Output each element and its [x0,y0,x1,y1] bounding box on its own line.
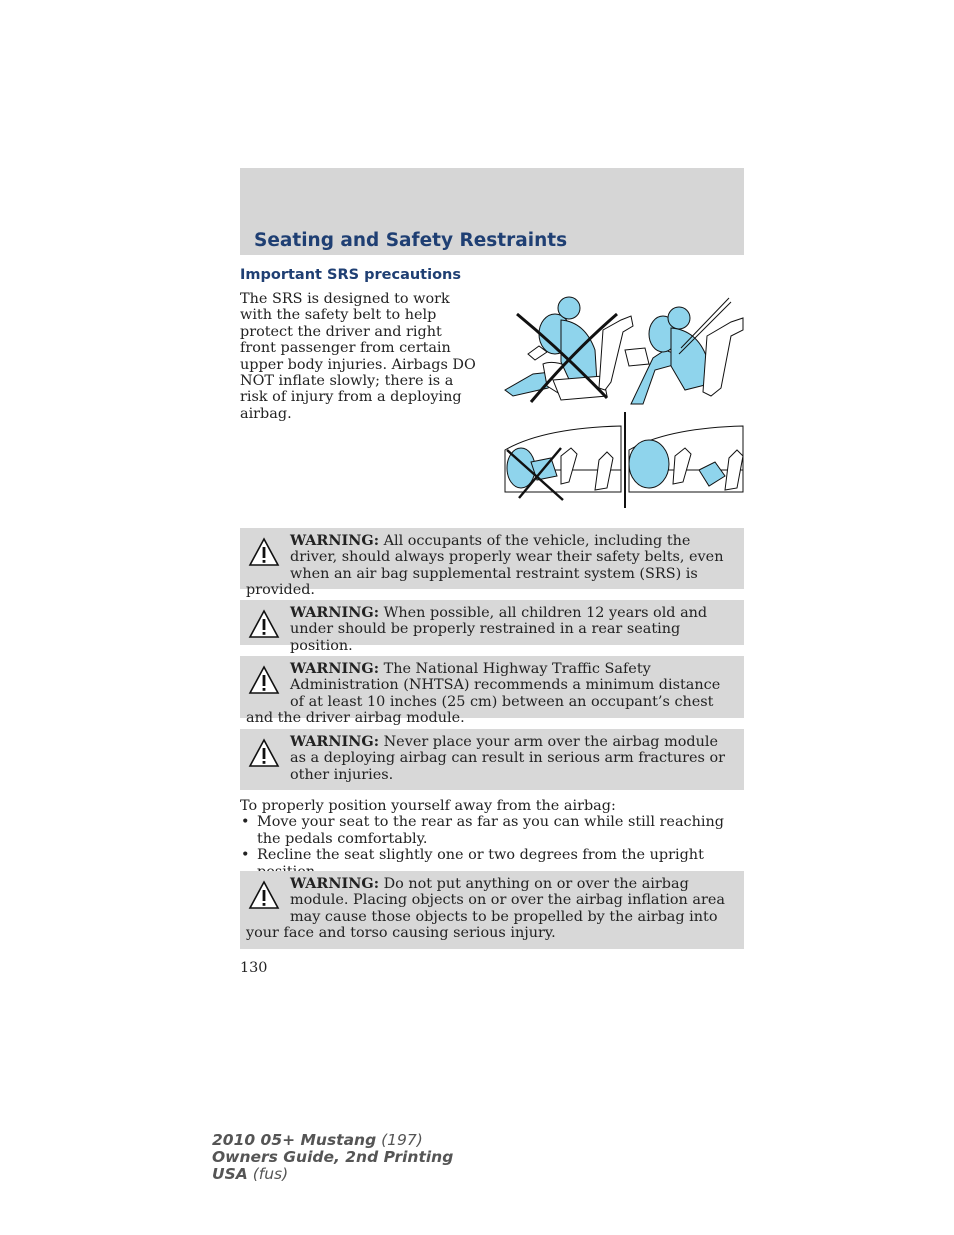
warning-text: All occupants of the vehicle, including the driver, should always properly wear their safety belts, even when an air bag supplemental restraint system (SRS) is provided. [246,533,724,599]
footer-market-code: (fus) [252,1165,289,1183]
positioning-instructions [240,798,744,880]
section-title: Seating and Safety Restraints [254,230,568,251]
list-item: • Recline the seat slightly one or two degrees from the upright [240,847,744,880]
occupant-proper-distance-illustration [625,298,743,404]
footer-market: USA [212,1165,248,1183]
warning-triangle-icon [248,880,280,910]
warning-label: WARNING: [290,733,380,750]
warning-text: Do not put anything on or over the airbag module. Placing objects on or over the airbag inflation area may cause those objects to be propelled by the airbag into your face and torso causing serious injury. [246,876,725,942]
car-child-front-seat-illustration [505,426,621,500]
warning-box-occupants [240,528,744,599]
warning-box-distance [240,656,744,727]
warning-triangle-icon [248,738,280,768]
warning-box-arm [240,729,744,790]
warning-triangle-icon [248,537,280,567]
intro-paragraph: The SRS is designed to work with the safety belt to help protect the driver and right front passenger from certain upper body injuries. Airbags DO NOT inflate slowly; there is a risk of injury from a deploying airbag. [240,291,476,422]
warning-label: WARNING: [290,875,380,892]
warning-label: WARNING: [290,604,380,621]
list-item: • Move your seat to the rear as far as you can while still reaching the pedals comfortably. [240,814,744,847]
page-heading: Important SRS precautions [240,267,461,283]
document-footer [212,1132,453,1183]
warning-text: Never place your arm over the airbag module as a deploying airbag can result in serious arm fractures or other injuries. [290,734,726,783]
footer-model: 2010 05+ Mustang [212,1131,377,1149]
footer-edition: Owners Guide, 2nd Printing [212,1148,454,1166]
warning-box-objects [240,871,744,949]
airbag-illustration [503,292,745,510]
warning-box-children [240,600,744,654]
warning-label: WARNING: [290,660,380,677]
warning-triangle-icon [248,609,280,639]
warning-text: The National Highway Traffic Safety Administration (NHTSA) recommends a minimum distance of at least 10 inches (25 cm) between an occupant’s chest and the driver airbag module. [246,661,721,727]
page-number: 130 [240,960,268,976]
car-child-rear-seat-illustration [629,426,743,492]
occupant-too-close-illustration [505,297,633,402]
positioning-intro: To properly position yourself away from the airbag: [240,798,616,814]
section-header-band [240,168,744,255]
warning-triangle-icon [248,665,280,695]
footer-model-code: (197) [381,1131,423,1149]
warning-label: WARNING: [290,532,380,549]
warning-text: When possible, all children 12 years old and under should be properly restrained in a rear seating position. [290,605,708,654]
